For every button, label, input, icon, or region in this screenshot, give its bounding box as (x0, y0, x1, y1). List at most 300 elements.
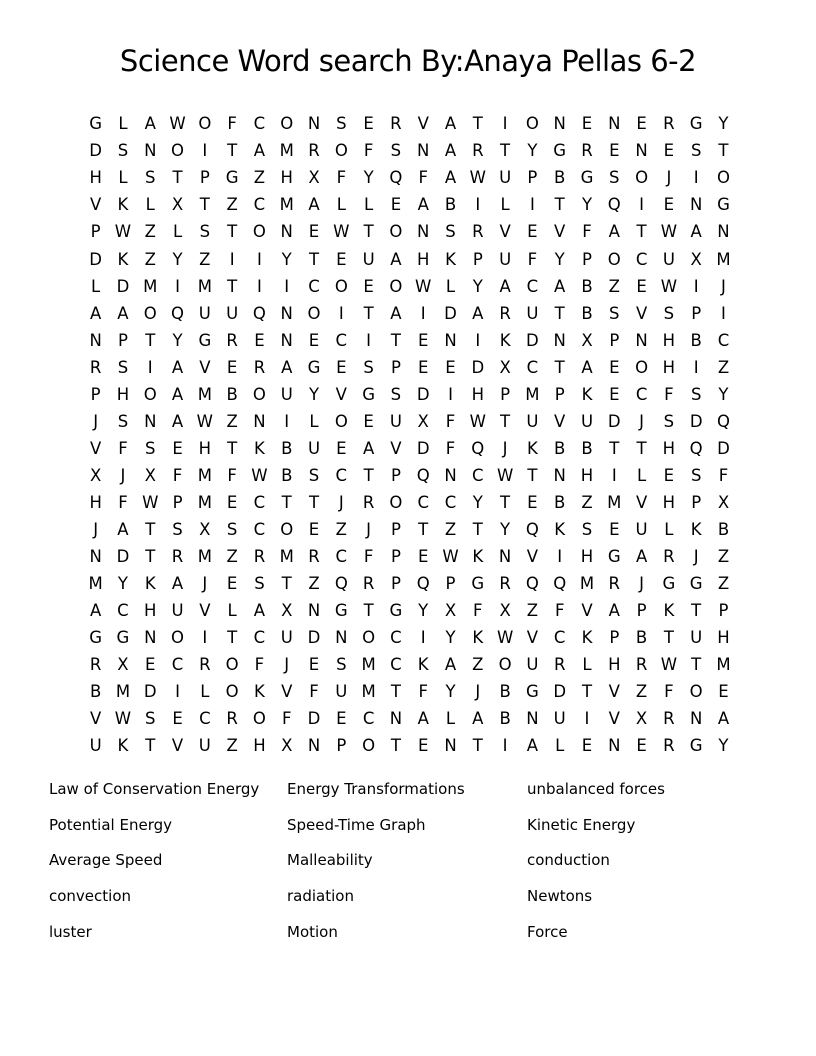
grid-letter: T (390, 330, 401, 350)
grid-letter: V (526, 628, 539, 648)
grid-letter: Z (635, 682, 648, 702)
grid-letter: T (554, 357, 565, 377)
grid-letter: Z (226, 411, 238, 431)
grid-letter: Z (717, 574, 730, 594)
grid-letter: E (172, 709, 183, 729)
grid-letter: U (690, 628, 703, 648)
grid-letter: U (553, 709, 566, 729)
word-list-column-3 (527, 779, 665, 957)
grid-letter: A (253, 141, 266, 161)
grid-letter: A (499, 276, 511, 296)
grid-letter: D (416, 384, 430, 404)
grid-letter: K (663, 601, 675, 621)
grid-letter: O (143, 384, 157, 404)
grid-letter: E (308, 655, 320, 675)
grid-letter: I (502, 736, 508, 756)
grid-letter: G (362, 384, 376, 404)
grid-letter: P (390, 519, 401, 539)
grid-letter: D (607, 411, 621, 431)
grid-letter: C (362, 709, 375, 729)
grid-letter: Z (226, 547, 238, 567)
grid-letter: A (171, 357, 184, 377)
grid-letter: R (499, 574, 511, 594)
grid-letter: O (307, 303, 321, 323)
grid-letter: M (361, 655, 376, 675)
grid-letter: X (281, 736, 293, 756)
grid-letter: T (308, 249, 320, 269)
grid-letter: B (554, 168, 566, 188)
grid-letter: M (197, 547, 212, 567)
grid-letter: B (717, 519, 730, 539)
grid-letter: W (114, 709, 132, 729)
grid-letter: L (445, 276, 456, 296)
grid-letter: T (227, 628, 238, 648)
grid-letter: G (607, 547, 621, 567)
grid-letter: Y (581, 195, 593, 215)
grid-letter: O (252, 709, 266, 729)
grid-letter: H (198, 438, 212, 458)
grid-letter: T (472, 736, 483, 756)
grid-letter: R (581, 141, 593, 161)
grid-letter: P (609, 628, 620, 648)
grid-letter: F (418, 168, 428, 188)
grid-letter: U (307, 438, 321, 458)
grid-letter: L (364, 195, 374, 215)
grid-letter: O (716, 168, 730, 188)
word-list-item: Law of Conservation Energy (49, 780, 260, 798)
grid-letter: O (334, 411, 348, 431)
grid-letter: K (445, 249, 456, 269)
grid-letter: Q (471, 438, 485, 458)
grid-letter: B (281, 465, 293, 485)
grid-letter: T (145, 519, 156, 539)
grid-letter: J (639, 574, 645, 594)
grid-letter: J (693, 547, 699, 567)
grid-letter: S (390, 384, 402, 404)
grid-letter: B (581, 438, 593, 458)
grid-letter: S (336, 655, 347, 675)
grid-letter: R (89, 655, 102, 675)
grid-letter: O (198, 114, 212, 134)
grid-letter: A (690, 222, 702, 242)
grid-letter: X (308, 168, 320, 188)
grid-letter: D (307, 628, 321, 648)
grid-letter: L (664, 519, 674, 539)
grid-letter: N (553, 465, 566, 485)
grid-letter: R (308, 547, 320, 567)
grid-letter: X (417, 411, 429, 431)
grid-letter: N (389, 709, 403, 729)
grid-letter: Y (718, 736, 729, 756)
grid-letter: L (445, 709, 456, 729)
grid-letter: G (89, 114, 103, 134)
grid-letter: U (362, 249, 375, 269)
grid-letter: Z (717, 547, 730, 567)
grid-letter: Z (308, 574, 320, 594)
grid-letter: I (557, 547, 563, 567)
grid-letter: A (253, 601, 266, 621)
grid-letter: N (526, 709, 539, 729)
grid-letter: V (335, 384, 347, 404)
grid-letter: T (500, 492, 511, 512)
grid-letter: G (717, 195, 730, 215)
grid-letter: D (526, 330, 539, 350)
grid-letter: F (336, 168, 347, 188)
grid-letter: X (499, 357, 511, 377)
grid-letter: W (496, 465, 514, 485)
grid-letter: D (689, 411, 703, 431)
grid-letter: H (116, 384, 130, 404)
grid-letter: I (584, 709, 590, 729)
grid-letter: U (280, 384, 293, 404)
grid-letter: G (689, 736, 703, 756)
grid-letter: S (609, 168, 620, 188)
grid-letter: T (227, 141, 238, 161)
grid-letter: A (144, 114, 156, 134)
grid-letter: G (662, 574, 676, 594)
grid-letter: W (169, 114, 186, 134)
grid-letter: K (117, 249, 129, 269)
word-list-item: Kinetic Energy (527, 815, 636, 834)
grid-letter: X (444, 601, 457, 621)
grid-letter: V (199, 601, 211, 621)
grid-letter: P (117, 330, 128, 350)
grid-letter: V (171, 736, 184, 756)
grid-letter: Q (525, 519, 539, 539)
grid-letter: N (444, 736, 457, 756)
grid-letter: N (307, 601, 321, 621)
grid-letter: H (608, 655, 621, 675)
grid-letter: L (200, 682, 210, 702)
grid-letter: C (253, 195, 266, 215)
grid-letter: W (333, 222, 350, 242)
grid-letter: W (142, 492, 159, 512)
grid-letter: E (226, 357, 238, 377)
grid-letter: N (608, 736, 621, 756)
grid-letter: C (171, 655, 184, 675)
grid-letter: I (693, 168, 699, 188)
grid-letter: E (363, 411, 374, 431)
grid-letter: M (197, 492, 212, 512)
grid-letter: I (175, 682, 180, 702)
grid-letter: A (171, 384, 184, 404)
grid-letter: F (363, 141, 374, 161)
grid-letter: S (363, 357, 374, 377)
grid-letter: V (199, 357, 211, 377)
grid-letter: S (336, 114, 347, 134)
grid-letter: L (227, 601, 237, 621)
grid-letter: Y (445, 682, 456, 702)
grid-letter: E (417, 357, 429, 377)
grid-letter: F (718, 465, 729, 485)
grid-letter: R (362, 574, 375, 594)
grid-letter: I (366, 330, 372, 350)
grid-letter: J (202, 574, 208, 594)
word-list (49, 779, 769, 979)
grid-letter: X (581, 330, 593, 350)
grid-letter: A (581, 357, 593, 377)
grid-letter: F (445, 411, 456, 431)
grid-letter: A (444, 168, 457, 188)
grid-letter: V (390, 438, 402, 458)
grid-letter: X (89, 465, 102, 485)
grid-letter: N (144, 628, 157, 648)
grid-letter: W (442, 547, 459, 567)
grid-letter: B (554, 492, 566, 512)
grid-letter: M (716, 655, 731, 675)
grid-letter: M (607, 492, 622, 512)
grid-letter: A (281, 357, 293, 377)
grid-letter: E (308, 222, 320, 242)
grid-letter: C (335, 330, 348, 350)
grid-letter: P (609, 330, 620, 350)
grid-letter: X (281, 601, 293, 621)
grid-letter: T (636, 222, 647, 242)
grid-letter: O (689, 682, 703, 702)
grid-letter: C (553, 628, 566, 648)
grid-letter: K (472, 628, 484, 648)
grid-letter: I (338, 303, 344, 323)
grid-letter: J (93, 411, 99, 431)
grid-letter: A (390, 249, 402, 269)
grid-letter: S (609, 303, 620, 323)
grid-letter: T (363, 303, 374, 323)
grid-letter: M (716, 249, 731, 269)
grid-letter: L (118, 168, 128, 188)
grid-letter: Y (445, 628, 456, 648)
grid-letter: F (445, 438, 456, 458)
grid-letter: A (117, 519, 129, 539)
grid-letter: P (390, 465, 401, 485)
grid-letter: I (284, 411, 290, 431)
grid-letter: W (114, 222, 132, 242)
grid-letter: G (689, 114, 703, 134)
grid-letter: I (256, 249, 262, 269)
word-list-item: Force (527, 922, 568, 941)
grid-letter: A (608, 601, 620, 621)
grid-letter: S (581, 519, 593, 539)
grid-letter: N (444, 465, 457, 485)
grid-letter: P (636, 601, 647, 621)
grid-letter: R (199, 655, 211, 675)
grid-letter: R (553, 655, 566, 675)
grid-letter: R (663, 709, 675, 729)
grid-letter: D (307, 709, 321, 729)
grid-letter: Y (363, 168, 374, 188)
grid-letter: U (198, 736, 211, 756)
word-list-item: Malleability (287, 851, 373, 870)
grid-letter: F (363, 547, 374, 567)
grid-letter: K (254, 682, 265, 702)
grid-letter: U (226, 303, 239, 323)
grid-letter: I (502, 114, 508, 134)
grid-letter: O (389, 492, 403, 512)
grid-letter: P (199, 168, 210, 188)
grid-letter: G (334, 601, 348, 621)
grid-letter: Q (525, 574, 539, 594)
grid-letter: U (335, 682, 348, 702)
grid-letter: V (90, 438, 102, 458)
grid-letter: T (227, 276, 238, 296)
grid-letter: E (172, 438, 183, 458)
grid-letter: B (635, 628, 648, 648)
grid-letter: N (690, 195, 703, 215)
grid-letter: P (554, 384, 565, 404)
grid-letter: H (417, 249, 430, 269)
grid-letter: S (308, 465, 320, 485)
grid-letter: C (635, 249, 648, 269)
grid-letter: Y (718, 114, 729, 134)
grid-letter: T (691, 655, 702, 675)
grid-letter: A (717, 709, 730, 729)
grid-letter: O (389, 222, 403, 242)
grid-letter: Y (554, 249, 565, 269)
grid-letter: S (117, 411, 129, 431)
grid-letter: E (581, 114, 593, 134)
grid-letter: D (116, 547, 130, 567)
grid-letter: Y (281, 249, 292, 269)
grid-letter: E (336, 357, 347, 377)
grid-letter: I (529, 195, 535, 215)
grid-letter: W (196, 411, 213, 431)
grid-letter: K (554, 519, 566, 539)
grid-letter: C (390, 655, 402, 675)
grid-letter: B (581, 303, 593, 323)
grid-letter: Q (389, 168, 403, 188)
grid-letter: K (581, 384, 593, 404)
grid-letter: T (390, 682, 401, 702)
grid-letter: M (279, 547, 294, 567)
grid-letter: J (284, 655, 290, 675)
grid-letter: H (662, 357, 676, 377)
grid-letter: H (662, 438, 676, 458)
grid-letter: I (721, 303, 726, 323)
grid-letter: V (635, 492, 648, 512)
grid-letter: E (226, 492, 238, 512)
grid-letter: W (496, 628, 514, 648)
grid-letter: S (226, 519, 238, 539)
grid-letter: L (145, 195, 155, 215)
grid-letter: P (172, 492, 183, 512)
grid-letter: Y (527, 141, 538, 161)
grid-letter: E (254, 330, 265, 350)
grid-letter: H (471, 384, 485, 404)
grid-letter: P (718, 601, 729, 621)
grid-letter: H (89, 492, 102, 512)
grid-letter: Q (416, 465, 430, 485)
word-list-item: Average Speed (49, 851, 163, 870)
grid-letter: X (171, 195, 184, 215)
grid-letter: E (336, 249, 347, 269)
grid-letter: Q (334, 574, 348, 594)
grid-letter: H (89, 168, 102, 188)
grid-letter: V (554, 411, 566, 431)
grid-letter: N (498, 547, 512, 567)
grid-letter: V (90, 709, 102, 729)
grid-letter: N (307, 736, 321, 756)
grid-letter: A (417, 195, 429, 215)
grid-letter: R (608, 574, 621, 594)
grid-letter: O (225, 655, 239, 675)
grid-letter: Y (718, 384, 729, 404)
grid-letter: P (527, 168, 538, 188)
grid-letter: F (554, 601, 565, 621)
grid-letter: Y (472, 276, 483, 296)
grid-letter: H (662, 492, 676, 512)
grid-letter: C (117, 601, 129, 621)
grid-letter: K (144, 574, 156, 594)
grid-letter: C (335, 465, 348, 485)
grid-letter: T (281, 492, 292, 512)
grid-letter: N (553, 330, 566, 350)
word-list-item: Newtons (527, 887, 593, 906)
grid-letter: M (143, 276, 158, 296)
grid-letter: E (145, 655, 156, 675)
grid-letter: S (117, 357, 129, 377)
grid-letter: M (197, 276, 212, 296)
grid-letter: I (284, 276, 290, 296)
grid-letter: L (336, 195, 346, 215)
grid-letter: G (689, 574, 703, 594)
grid-letter: K (472, 547, 484, 567)
grid-letter: J (666, 168, 672, 188)
grid-letter: G (116, 628, 130, 648)
grid-letter: S (145, 168, 156, 188)
grid-letter: G (225, 168, 239, 188)
grid-letter: S (199, 222, 211, 242)
grid-letter: F (281, 709, 292, 729)
grid-letter: A (526, 736, 539, 756)
grid-letter: M (197, 384, 212, 404)
grid-letter: P (445, 574, 456, 594)
grid-letter: I (147, 357, 153, 377)
grid-letter: E (663, 195, 675, 215)
grid-letter: V (581, 601, 593, 621)
grid-letter: U (198, 303, 211, 323)
grid-letter: C (253, 492, 266, 512)
grid-letter: D (143, 682, 157, 702)
grid-letter: M (361, 682, 376, 702)
grid-letter: H (580, 465, 594, 485)
grid-letter: L (172, 222, 183, 242)
grid-letter: B (581, 276, 593, 296)
grid-letter: T (609, 438, 620, 458)
grid-letter: Z (717, 357, 730, 377)
grid-letter: R (472, 222, 484, 242)
grid-letter: A (308, 195, 320, 215)
grid-letter: T (363, 601, 374, 621)
grid-letter: M (525, 384, 540, 404)
grid-letter: P (390, 574, 401, 594)
grid-letter: U (171, 601, 184, 621)
grid-letter: U (89, 736, 102, 756)
grid-letter: T (199, 195, 210, 215)
word-list-column-1 (49, 779, 259, 957)
grid-letter: N (144, 411, 157, 431)
grid-letter: F (418, 682, 428, 702)
grid-letter: Y (308, 384, 320, 404)
grid-letter: I (202, 141, 208, 161)
grid-letter: D (89, 249, 102, 269)
grid-letter: O (607, 249, 621, 269)
grid-letter: P (582, 249, 592, 269)
grid-letter: X (635, 709, 648, 729)
grid-letter: F (664, 682, 674, 702)
grid-letter: G (198, 330, 212, 350)
grid-letter: N (253, 411, 266, 431)
grid-letter: W (660, 655, 678, 675)
grid-letter: S (445, 222, 456, 242)
